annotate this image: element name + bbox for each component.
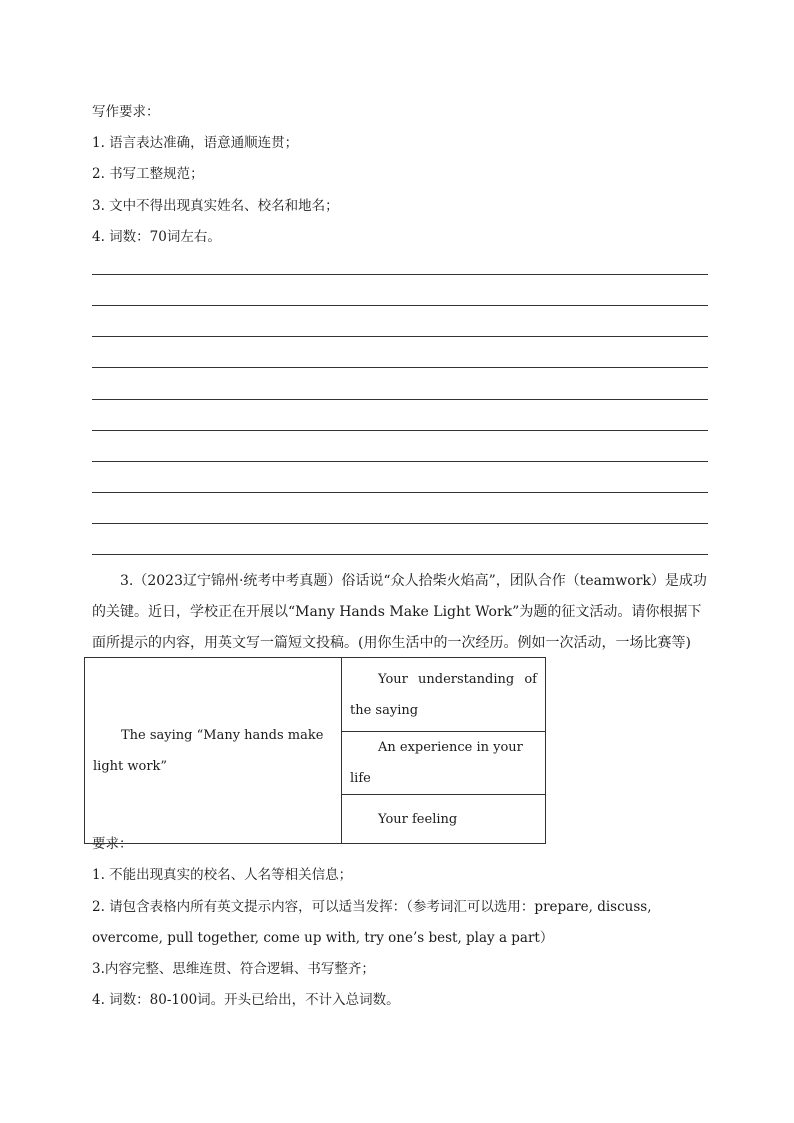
answer-line[interactable] — [92, 336, 708, 337]
table-point-understanding: Your understanding of the saying — [350, 671, 537, 718]
requirement-2-continued: overcome, pull together, come up with, try one’s best, play a part） — [92, 930, 554, 946]
answer-line[interactable] — [92, 430, 708, 431]
writing-requirement-1: 1. 语言表达准确，语意通顺连贯； — [92, 135, 299, 151]
table-point-experience: An experience in your life — [350, 740, 523, 786]
answer-line[interactable] — [92, 399, 708, 400]
table-saying-cell — [85, 658, 342, 844]
table-row — [342, 732, 546, 795]
answer-line[interactable] — [92, 523, 708, 524]
prompt-table — [84, 657, 546, 844]
answer-line[interactable] — [92, 461, 708, 462]
writing-requirement-3: 3. 文中不得出现真实姓名、校名和地名； — [92, 198, 339, 214]
writing-requirement-2: 2. 书写工整规范； — [92, 166, 204, 182]
table-row — [342, 658, 546, 732]
table-row — [342, 795, 546, 844]
requirements-heading: 要求： — [92, 836, 133, 852]
answer-line[interactable] — [92, 554, 708, 555]
requirement-1: 1. 不能出现真实的校名、人名等相关信息； — [92, 867, 353, 883]
writing-requirements-heading: 写作要求： — [92, 104, 160, 120]
question-3-text: 3.（2023辽宁锦州·统考中考真题）俗话说“众人拾柴火焰高”，团队合作（teamwork）是成功的关键。近日，学校正在开展以“Many Hands Make Light Work”为题的征文活动。请你根据下面所提示的内容，用英文写一篇短文投稿。(用你生活中的一次经历。例如一次活动，一场比赛等) — [92, 573, 707, 651]
table-saying-text: The saying “Many hands make light work” — [93, 727, 324, 774]
requirement-4: 4. 词数：80-100词。开头已给出，不计入总词数。 — [92, 992, 400, 1008]
answer-line[interactable] — [92, 274, 708, 275]
answer-line[interactable] — [92, 367, 708, 368]
answer-line[interactable] — [92, 305, 708, 306]
writing-requirement-4: 4. 词数：70词左右。 — [92, 229, 221, 245]
answer-line[interactable] — [92, 492, 708, 493]
table-point-feeling: Your feeling — [378, 811, 458, 827]
requirement-2: 2. 请包含表格内所有英文提示内容，可以适当发挥：（参考词汇可以选用：prepare, discuss, — [92, 899, 652, 915]
requirement-3: 3.内容完整、思维连贯、符合逻辑、书写整齐； — [92, 961, 375, 977]
